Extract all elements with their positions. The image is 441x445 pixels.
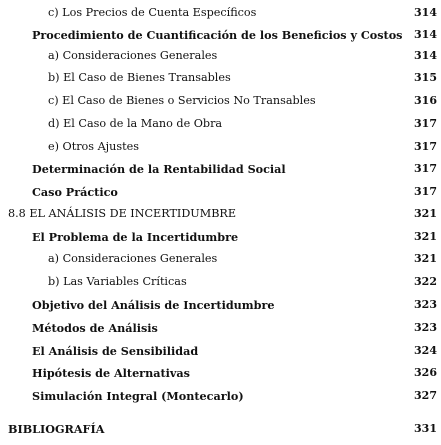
toc-entry-label: c) Los Precios de Cuenta Específicos (48, 6, 257, 19)
toc-entry (0, 137, 441, 157)
toc-entry-page: 314 (414, 49, 437, 62)
toc-entry (0, 3, 441, 23)
toc-entry-page: 317 (414, 140, 437, 153)
toc-entry-page: 327 (414, 389, 437, 402)
toc-entry-page: 316 (414, 94, 437, 107)
toc-entry-label: El Análisis de Sensibilidad (32, 344, 199, 358)
toc-entry-label: d) El Caso de la Mano de Obra (48, 117, 223, 130)
toc-entry-label: Hipótesis de Alternativas (32, 366, 190, 380)
toc-entry (0, 46, 441, 66)
toc-entry (0, 204, 441, 224)
toc-entry-page: 326 (414, 366, 437, 379)
toc-entry (0, 25, 441, 45)
toc-entry-label: Objetivo del Análisis de Incertidumbre (32, 298, 275, 312)
toc-entry (0, 295, 441, 315)
toc-entry (0, 363, 441, 383)
toc-entry-page: 314 (414, 6, 437, 19)
toc-entry-page: 321 (414, 252, 437, 265)
toc-entry (0, 386, 441, 406)
toc-entry-page: 314 (414, 28, 437, 41)
toc-entry-label: Caso Práctico (32, 185, 118, 199)
toc-entry-label: e) Otros Ajustes (48, 140, 139, 153)
toc-entry-label: Determinación de la Rentabilidad Social (32, 162, 286, 176)
toc-entry-label: c) El Caso de Bienes o Servicios No Transables (48, 94, 316, 107)
toc-entry-page: 315 (414, 71, 437, 84)
toc-entry-page: 324 (414, 344, 437, 357)
toc-entry-label: El Problema de la Incertidumbre (32, 230, 239, 244)
toc-entry-page: 322 (414, 275, 437, 288)
toc-entry-page: 321 (414, 207, 437, 220)
toc-entry-page: 317 (414, 117, 437, 130)
toc-entry-page: 317 (414, 185, 437, 198)
toc-entry-page: 321 (414, 230, 437, 243)
toc-entry-page: 323 (414, 321, 437, 334)
toc-entry-label: Procedimiento de Cuantificación de los Beneficios y Costos (32, 28, 403, 42)
toc-entry (0, 341, 441, 361)
toc-entry-label: Métodos de Análisis (32, 321, 158, 335)
toc-entry-label: Simulación Integral (Montecarlo) (32, 389, 244, 403)
toc-entry (0, 318, 441, 338)
toc-entry-label: BIBLIOGRAFÍA (8, 422, 105, 436)
toc-entry-label: b) El Caso de Bienes Transables (48, 71, 231, 84)
toc-entry-page: 323 (414, 298, 437, 311)
toc-entry-label: b) Las Variables Críticas (48, 275, 187, 288)
toc-entry (0, 68, 441, 88)
toc-entry-label: a) Consideraciones Generales (48, 49, 218, 62)
toc-entry (0, 114, 441, 134)
toc-entry (0, 159, 441, 179)
toc-entry (0, 182, 441, 202)
toc-entry (0, 272, 441, 292)
toc-entry (0, 227, 441, 247)
toc-entry (0, 249, 441, 269)
toc-entry (0, 419, 441, 439)
toc-entry-page: 317 (414, 162, 437, 175)
toc-entry-page: 331 (414, 422, 437, 435)
toc-entry-label: a) Consideraciones Generales (48, 252, 218, 265)
toc-entry (0, 91, 441, 111)
toc-entry-label: 8.8 EL ANÁLISIS DE INCERTIDUMBRE (8, 207, 236, 220)
